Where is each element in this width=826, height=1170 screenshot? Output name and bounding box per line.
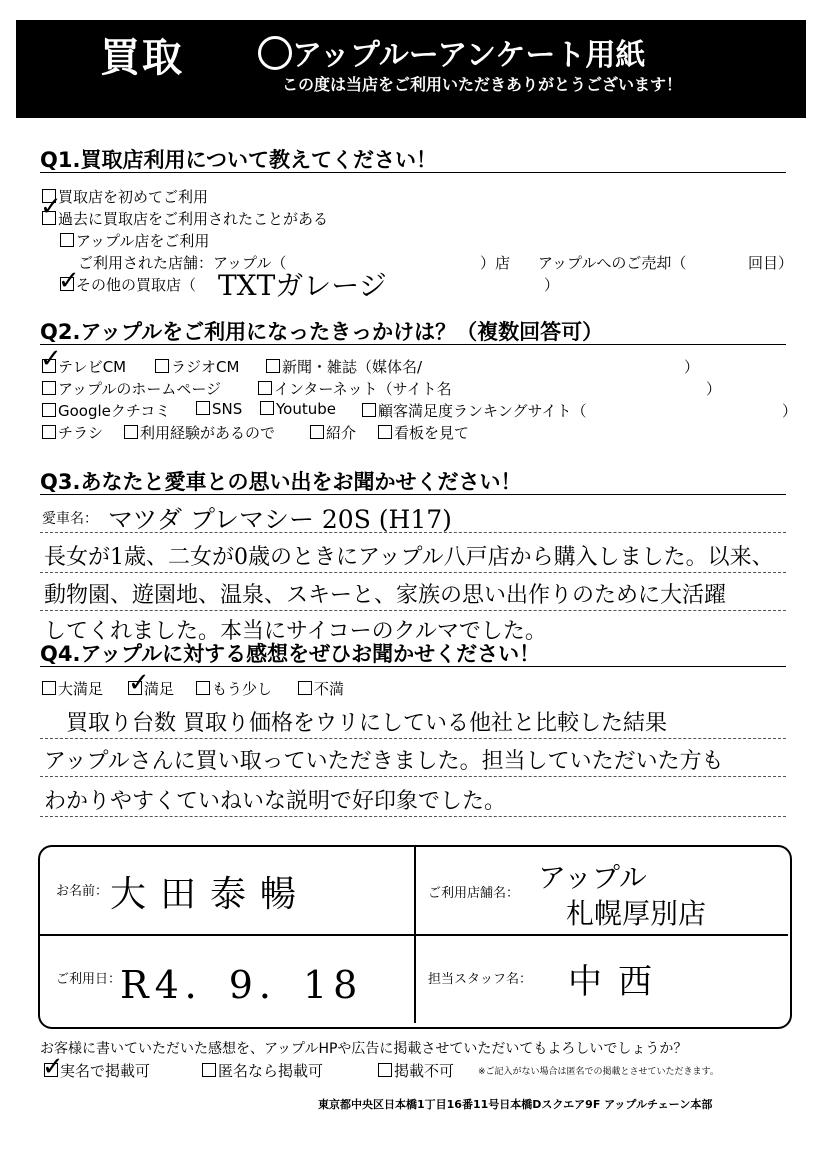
staff-value-handwritten: 中西: [568, 962, 668, 1002]
checkbox[interactable]: [378, 1063, 392, 1077]
q2-option-referral[interactable]: [310, 422, 356, 443]
consent-note: ※ご記入がない場合は匿名での掲載とさせていただきます。: [478, 1067, 719, 1077]
option-label: チラシ: [58, 424, 104, 442]
name-label: お名前：: [56, 884, 109, 899]
q2-close-paren: ）: [706, 380, 722, 398]
writing-line: [40, 776, 786, 777]
q4-option-very-satisfied[interactable]: [42, 678, 103, 699]
checkbox[interactable]: [42, 381, 56, 395]
q2-option-youtube[interactable]: [260, 400, 336, 418]
q2-option-homepage[interactable]: [42, 378, 221, 399]
q2-option-radiocm[interactable]: [155, 356, 239, 377]
q4-option-dissatisfied[interactable]: [298, 678, 344, 699]
q1-sales-label: アップルへのご売却（: [538, 254, 687, 272]
writing-line: [40, 610, 786, 611]
memory-line-3: してくれました。本当にサイコーのクルマでした。: [44, 619, 547, 644]
checkbox[interactable]: [196, 681, 210, 695]
checkbox[interactable]: [310, 425, 324, 439]
option-label: 大満足: [58, 680, 104, 698]
checkbox[interactable]: [42, 359, 56, 373]
checkbox[interactable]: [202, 1063, 216, 1077]
checkmark-icon: ✓: [40, 192, 62, 222]
checkbox[interactable]: [196, 401, 210, 415]
option-label: 新聞・雑誌（媒体名/: [282, 358, 423, 376]
q2-option-newspaper[interactable]: [266, 356, 422, 377]
checkmark-icon: ✓: [128, 668, 150, 698]
q1-option-apple[interactable]: [60, 230, 209, 251]
store-name-label: ご利用店舗名：: [428, 886, 520, 901]
impression-line-3: わかりやすくていねいな説明で好印象でした。: [44, 789, 507, 814]
option-label: アップルのホームページ: [58, 380, 222, 398]
header-subtitle: この度は当店をご利用いただきありがとうございます！: [282, 75, 683, 94]
q1-option-other[interactable]: [60, 274, 196, 295]
option-label: ラジオCM: [171, 358, 240, 376]
option-label: その他の買取店（: [76, 276, 197, 294]
option-label: 不満: [314, 680, 345, 698]
checkbox[interactable]: [60, 233, 74, 247]
option-label: 満足: [144, 680, 175, 698]
q1-underline: [40, 172, 786, 173]
checkbox[interactable]: [378, 425, 392, 439]
memory-line-1: 長女が1歳、二女が0歳のときにアップル八戸店から購入しました。以来、: [44, 545, 774, 570]
apple-logo-icon: [258, 36, 292, 70]
option-label: アップル店をご利用: [76, 232, 210, 250]
checkbox[interactable]: [155, 359, 169, 373]
q4-underline: [40, 666, 786, 667]
checkmark-icon: ✓: [42, 1052, 64, 1082]
writing-line: [40, 738, 786, 739]
impression-line-2: アップルさんに買い取っていただきました。担当していただいた方も: [44, 749, 724, 774]
q1-other-store-handwritten: TXTガレージ: [218, 269, 387, 302]
car-label: 愛車名：: [42, 511, 98, 527]
q2-close-paren: ）: [684, 358, 700, 376]
writing-line: [40, 532, 786, 533]
date-value-handwritten: R4．9．18: [120, 963, 364, 1007]
option-label: テレビCM: [58, 358, 127, 376]
header-title: アップルーアンケート用紙: [292, 38, 646, 73]
q2-option-signboard[interactable]: [378, 422, 469, 443]
option-label: Youtube: [276, 400, 336, 418]
checkbox[interactable]: [42, 425, 56, 439]
car-name-handwritten: マツダ プレマシー 20S (H17): [108, 505, 452, 534]
option-label: 利用経験があるので: [140, 424, 276, 442]
company-address: 東京都中央区日本橋1丁目16番11号日本橋Dスクエア9F アップルチェーン本部: [318, 1098, 713, 1111]
consent-option-no[interactable]: [378, 1060, 454, 1081]
impression-line-1: 買取り台数 買取り価格をウリにしている他社と比較した結果: [66, 711, 667, 736]
q2-heading: Q2.アップルをご利用になったきっかけは？（複数回答可）: [40, 320, 604, 344]
option-label: 顧客満足度ランキングサイト（: [378, 402, 587, 420]
option-label: 匿名なら掲載可: [218, 1062, 324, 1080]
memory-line-2: 動物園、遊園地、温泉、スキーと、家族の思い出作りのために大活躍: [44, 583, 727, 608]
name-value-handwritten: 大田泰暢: [110, 874, 311, 915]
q4-heading: Q4.アップルに対する感想をぜひお聞かせください！: [40, 642, 541, 666]
option-label: 過去に買取店をご利用されたことがある: [58, 210, 329, 228]
checkbox[interactable]: [266, 359, 280, 373]
q1-store-label: ご利用された店舗：アップル（: [78, 254, 287, 272]
consent-option-anonymous[interactable]: [202, 1060, 323, 1081]
q2-option-google[interactable]: [42, 400, 170, 421]
option-label: 買取店を初めてご利用: [58, 188, 209, 206]
option-label: 紹介: [326, 424, 357, 442]
q1-other-close: ）: [544, 276, 560, 294]
store-value-line1: アップル: [538, 861, 647, 894]
q2-close-paren: ）: [782, 402, 798, 420]
q2-underline: [40, 344, 786, 345]
q2-option-experience[interactable]: [124, 422, 275, 443]
q4-option-so-so[interactable]: [196, 678, 272, 699]
option-label: もう少し: [212, 680, 273, 698]
writing-line: [40, 572, 786, 573]
checkbox[interactable]: [258, 381, 272, 395]
checkbox[interactable]: [124, 425, 138, 439]
q1-heading: Q1.買取店利用について教えてください！: [40, 148, 438, 172]
store-value-line2: 札幌厚別店: [566, 897, 707, 930]
q3-heading: Q3.あなたと愛車との思い出をお聞かせください！: [40, 470, 522, 494]
q1-store-suffix: ）店: [480, 254, 511, 272]
q1-sales-suffix: 回目）: [748, 254, 794, 272]
form-horizontal-divider: [40, 934, 788, 936]
option-label: 実名で掲載可: [60, 1062, 151, 1080]
checkbox[interactable]: [298, 681, 312, 695]
checkbox[interactable]: [42, 403, 56, 417]
q1-option-first-time[interactable]: [42, 186, 208, 207]
q3-underline: [40, 494, 786, 495]
option-label: Googleクチコミ: [58, 402, 171, 420]
checkbox[interactable]: [42, 681, 56, 695]
option-label: SNS: [212, 400, 243, 418]
checkmark-icon: ✓: [40, 344, 62, 374]
q2-option-flyer[interactable]: [42, 422, 103, 443]
q2-option-tvcm[interactable]: [42, 356, 126, 377]
checkbox[interactable]: [260, 401, 274, 415]
consent-question: お客様に書いていただいた感想を、アップルHPや広告に掲載させていただいてもよろしいでしょうか？: [40, 1041, 688, 1057]
q1-option-used-before[interactable]: [42, 208, 328, 229]
checkbox[interactable]: [362, 403, 376, 417]
writing-line: [40, 816, 786, 817]
staff-label: 担当スタッフ名：: [428, 972, 533, 987]
date-label: ご利用日：: [56, 972, 122, 987]
option-label: インターネット（サイト名: [274, 380, 452, 398]
q2-option-internet[interactable]: [258, 378, 452, 399]
header-main-title: 買取: [100, 35, 184, 81]
option-label: 掲載不可: [394, 1062, 455, 1080]
option-label: 看板を見て: [394, 424, 470, 442]
q2-option-ranking[interactable]: [362, 400, 587, 421]
checkmark-icon: ✓: [58, 266, 80, 296]
q2-option-sns[interactable]: [196, 400, 242, 418]
